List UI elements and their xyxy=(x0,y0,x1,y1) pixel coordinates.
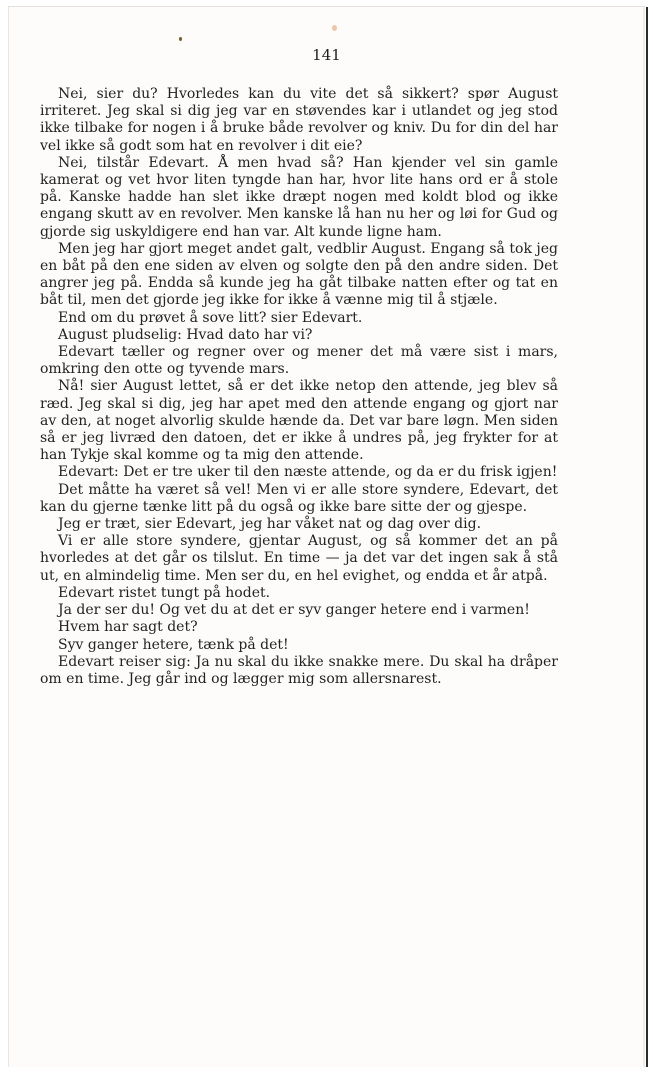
paragraph: Edevart ristet tungt på hodet. xyxy=(58,584,271,601)
paragraph: August pludselig: Hvad dato har vi? xyxy=(58,326,313,343)
page-number: 141 xyxy=(312,46,341,64)
paragraph: Ja der ser du! Og vet du at det er syv ganger hetere end i varmen! xyxy=(58,602,530,619)
paragraph: Det måtte ha været så vel! Men vi er alle store syndere, Edevart, det kan du gjerne tænke litt på du også og ikke bare sitte der og gjespe. xyxy=(40,481,558,515)
paragraph: Nei, sier du? Hvorledes kan du vite det så sikkert? spør August irriteret. Jeg skal si dig jeg var en støvendes kar i utlandet og jeg stod ikke tilbake for nogen i å bruke både revolver og kniv. Du for din del har vel ikke så godt som hat en revolver i dit eie? xyxy=(40,86,558,154)
body-text xyxy=(40,86,558,688)
paragraph: Jeg er træt, sier Edevart, jeg har våket nat og dag over dig. xyxy=(58,516,482,533)
paragraph: Syv ganger hetere, tænk på det! xyxy=(58,636,289,653)
paragraph: Nå! sier August lettet, så er det ikke netop den attende, jeg blev så ræd. Jeg skal si dig, jeg har apet med den attende engang og gjort nar av den, at noget alvorlig skulde hænde da. Det var bare løgn. Men siden så er jeg livræd den datoen, det er ikke å undres på, jeg frykter for at han Tykje skal komme og ta mig den attende. xyxy=(40,378,558,464)
paragraph: Edevart tæller og regner over og mener det må være sist i mars, omkring den otte og tyvende mars. xyxy=(40,344,558,378)
ink-speck xyxy=(179,37,182,41)
paragraph: Vi er alle store syndere, gjentar August, og så kommer det an på hvorledes at det går os tilslut. En time — ja det var det ingen sak å stå ut, en almindelig time. Men ser du, en hel evighet, og endda et år atpå. xyxy=(40,533,558,584)
paragraph: Edevart reiser sig: Ja nu skal du ikke snakke mere. Du skal ha dråper om en time. Jeg går ind og lægger mig som allersnarest. xyxy=(40,653,558,687)
paragraph: End om du prøvet å sove litt? sier Edevart. xyxy=(58,309,363,326)
paragraph: Edevart: Det er tre uker til den næste attende, og da er du frisk igjen! xyxy=(58,464,558,481)
paragraph: Men jeg har gjort meget andet galt, vedblir August. Engang så tok jeg en båt på den ene siden av elven og solgte den på den andre siden. Det angrer jeg på. Endda så kunde jeg ha gåt tilbake natten efter og tat en båt til, men det gjorde jeg ikke for ikke å vænne mig til å stjæle. xyxy=(40,240,558,309)
stain-speck xyxy=(332,25,337,31)
paragraph: Nei, tilstår Edevart. Å men hvad så? Han kjender vel sin gamle kamerat og vet hvor liten tyngde han har, hvor lite hans ord er å stole på. Kanske hadde han slet ikke dræpt nogen med koldt blod og ikke engang skutt av en revolver. Men kanske lå han nu her og løi for Gud og gjorde sig uskyldigere end han var. Alt kunde ligne ham. xyxy=(40,154,558,240)
paragraph: Hvem har sagt det? xyxy=(58,619,198,636)
